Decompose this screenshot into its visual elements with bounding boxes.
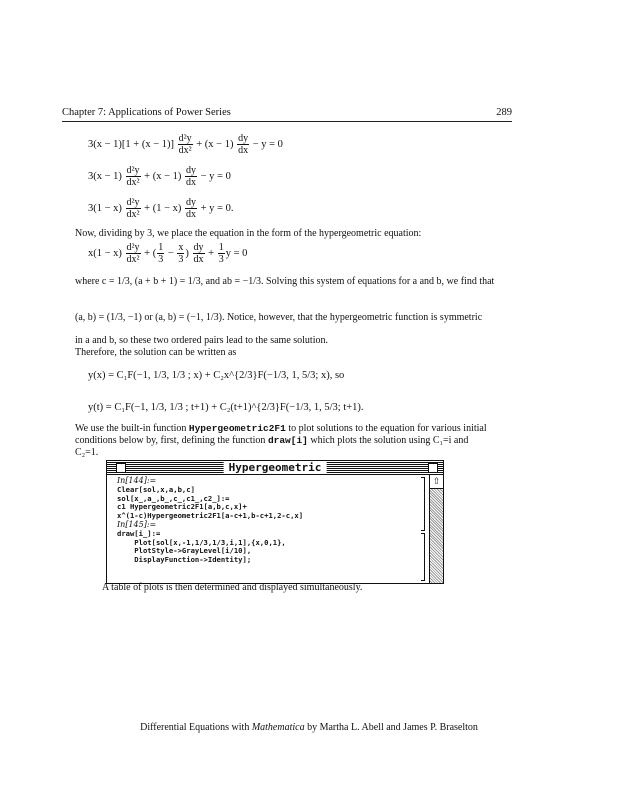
header-rule: [62, 121, 512, 122]
window-titlebar: [107, 461, 443, 475]
chapter-title: Chapter 7: Applications of Power Series: [62, 107, 231, 118]
paragraph-ab-pairs: (a, b) = (1/3, −1) or (a, b) = (−1, 1/3). Notice, however, that the hypergeometric function is symmetric: [75, 312, 483, 323]
close-box-icon: [116, 463, 126, 473]
page-footer: Differential Equations with Mathematica by Martha L. Abell and James P. Braselton: [140, 722, 478, 733]
paragraph-dividing: Now, dividing by 3, we place the equation in the form of the hypergeometric equation:: [75, 228, 422, 239]
code-cell-1: Clear[sol,x,a,b,c] sol[x_,a_,b_,c_,c1_,c2_]:= c1 Hypergeometric2F1[a,b,c,x]+ x^(1-c)Hypergeometric2F1[a-c+1,b-c+1,2-c,x]: [117, 484, 304, 521]
equation-3: 3(1 − x) $\frac{\text{d²y}}{\text{dx²}}$ + (1 − x) $\frac{dy}{dx}$ + y = 0.: [88, 197, 234, 220]
scroll-up-arrow-icon: ⇧: [430, 475, 443, 489]
paragraph-c2: C₂=1.: [75, 447, 99, 458]
equation-2: 3(x − 1) $\frac{\text{d²y}}{\text{dx²}}$ + (x − 1) $\frac{dy}{dx}$ − y = 0: [88, 165, 231, 188]
paragraph-where: where c = 1/3, (a + b + 1) = 1/3, and ab = −1/3. Solving this system of equations for a and b, we find that: [75, 276, 495, 287]
equation-1: 3(x − 1)[1 + (x − 1)] $\frac{\text{d²y}}{\text{dx²}}$ + (x − 1) $\frac{dy}{dx}$ − y = 0: [88, 133, 283, 156]
zoom-box-icon: [428, 463, 438, 473]
caption-table-of-plots: A table of plots is then determined and displayed simultaneously.: [102, 582, 363, 593]
mathematica-window: [106, 460, 444, 584]
paragraph-conditions: conditions below by, first, defining the function draw[i] which plots the solution using C₁=i and: [75, 435, 469, 446]
input-label-144: In[144]:=: [117, 476, 157, 485]
notebook-cells: [117, 477, 303, 565]
cell-bracket-1: [421, 477, 425, 531]
page-header: [62, 107, 512, 118]
window-title: Hypergeometric: [224, 461, 327, 474]
solution-yt: y(t) = C₁F(−1, 1/3, 1/3 ; t+1) + C₂(t+1)^{2/3}F(−1/3, 1, 5/3; t+1).: [88, 402, 364, 413]
input-label-145: In[145]:=: [117, 519, 157, 529]
cell-bracket-2: [421, 533, 425, 581]
paragraph-symmetric: in a and b, so these two ordered pairs lead to the same solution.: [75, 335, 328, 346]
code-cell-2: draw[i_]:= Plot[sol[x,-1,1/3,1/3,i,1],{x,0,1}, PlotStyle->GrayLevel[i/10], DisplayFunction->Identity];: [117, 528, 286, 565]
vertical-scrollbar: [429, 475, 443, 583]
page-number: 289: [496, 107, 512, 118]
solution-yx: y(x) = C₁F(−1, 1/3, 1/3 ; x) + C₂x^{2/3}F(−1/3, 1, 5/3; x), so: [88, 370, 345, 381]
equation-4: x(1 − x) $\frac{\text{d²y}}{\text{dx²}}$ + ( $\frac{1}{3}$ − $\frac{x}{3}$ ) $\frac{dy}{dx}$ + $\frac{1}{3}$ y = 0: [88, 242, 248, 265]
paragraph-builtin: We use the built-in function Hypergeometric2F1 to plot solutions to the equation for various initial: [75, 423, 487, 434]
paragraph-therefore: Therefore, the solution can be written as: [75, 347, 237, 358]
